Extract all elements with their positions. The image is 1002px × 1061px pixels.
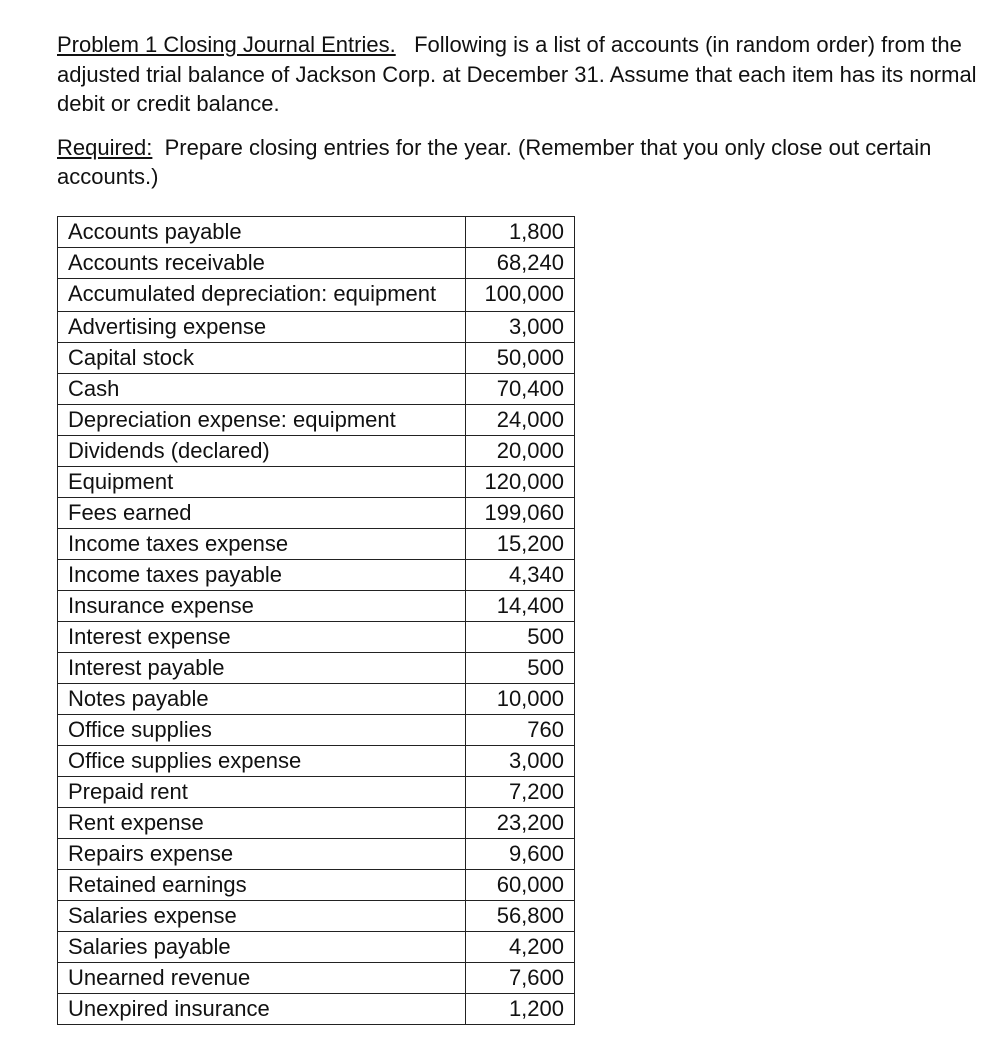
account-name: Income taxes expense [58, 528, 466, 559]
account-amount: 1,800 [466, 216, 575, 247]
table-row [58, 278, 575, 311]
account-amount: 9,600 [466, 838, 575, 869]
account-name: Notes payable [58, 683, 466, 714]
account-amount: 4,200 [466, 931, 575, 962]
account-name: Office supplies expense [58, 745, 466, 776]
account-name: Depreciation expense: equipment [58, 404, 466, 435]
account-amount: 68,240 [466, 247, 575, 278]
account-name: Unearned revenue [58, 962, 466, 993]
account-name: Office supplies [58, 714, 466, 745]
account-amount: 24,000 [466, 404, 575, 435]
table-row [58, 497, 575, 528]
table-row [58, 247, 575, 278]
account-name: Accumulated depreciation: equipment [58, 278, 466, 311]
account-name: Dividends (declared) [58, 435, 466, 466]
account-amount: 500 [466, 652, 575, 683]
table-row [58, 900, 575, 931]
table-row [58, 216, 575, 247]
table-row [58, 373, 575, 404]
table-row [58, 590, 575, 621]
document-page [57, 30, 977, 1025]
account-amount: 23,200 [466, 807, 575, 838]
table-row [58, 311, 575, 342]
table-row [58, 342, 575, 373]
account-name: Advertising expense [58, 311, 466, 342]
account-amount: 60,000 [466, 869, 575, 900]
account-amount: 7,600 [466, 962, 575, 993]
account-name: Equipment [58, 466, 466, 497]
account-amount: 1,200 [466, 993, 575, 1024]
account-amount: 50,000 [466, 342, 575, 373]
account-amount: 14,400 [466, 590, 575, 621]
table-row [58, 838, 575, 869]
account-name: Interest expense [58, 621, 466, 652]
account-name: Income taxes payable [58, 559, 466, 590]
account-amount: 3,000 [466, 311, 575, 342]
table-row [58, 621, 575, 652]
account-name: Accounts receivable [58, 247, 466, 278]
problem-intro [57, 30, 977, 119]
account-amount: 120,000 [466, 466, 575, 497]
account-name: Insurance expense [58, 590, 466, 621]
table-row [58, 931, 575, 962]
required-label: Required: [57, 134, 153, 160]
table-row [58, 528, 575, 559]
account-amount: 70,400 [466, 373, 575, 404]
account-amount: 20,000 [466, 435, 575, 466]
account-name: Salaries expense [58, 900, 466, 931]
account-name: Repairs expense [58, 838, 466, 869]
account-amount: 4,340 [466, 559, 575, 590]
account-name: Unexpired insurance [58, 993, 466, 1024]
account-name: Interest payable [58, 652, 466, 683]
account-name: Prepaid rent [58, 776, 466, 807]
table-row [58, 962, 575, 993]
problem-intro-text: Following is a list of accounts (in random order) from the adjusted trial balance of Jackson Corp. at December 31. Assume that each item has its normal debit or credit balance. [57, 32, 977, 116]
account-amount: 760 [466, 714, 575, 745]
table-row [58, 869, 575, 900]
table-row [58, 714, 575, 745]
account-name: Cash [58, 373, 466, 404]
problem-title: Problem 1 Closing Journal Entries. [57, 32, 396, 57]
table-row [58, 993, 575, 1024]
account-amount: 56,800 [466, 900, 575, 931]
account-amount: 15,200 [466, 528, 575, 559]
table-row [58, 466, 575, 497]
table-row [58, 776, 575, 807]
table-row [58, 435, 575, 466]
account-name: Rent expense [58, 807, 466, 838]
table-row [58, 404, 575, 435]
account-amount: 100,000 [466, 278, 575, 311]
table-row [58, 683, 575, 714]
account-amount: 3,000 [466, 745, 575, 776]
account-amount: 7,200 [466, 776, 575, 807]
table-row [58, 652, 575, 683]
account-name: Retained earnings [58, 869, 466, 900]
required-text: Prepare closing entries for the year. (Remember that you only close out certain accounts.) [57, 134, 932, 189]
account-amount: 199,060 [466, 497, 575, 528]
required-instructions [57, 133, 977, 192]
account-amount: 10,000 [466, 683, 575, 714]
accounts-table [57, 216, 575, 1025]
table-row [58, 559, 575, 590]
account-name: Capital stock [58, 342, 466, 373]
account-name: Salaries payable [58, 931, 466, 962]
table-row [58, 807, 575, 838]
table-row [58, 745, 575, 776]
accounts-table-body [58, 216, 575, 1024]
account-amount: 500 [466, 621, 575, 652]
account-name: Accounts payable [58, 216, 466, 247]
account-name: Fees earned [58, 497, 466, 528]
